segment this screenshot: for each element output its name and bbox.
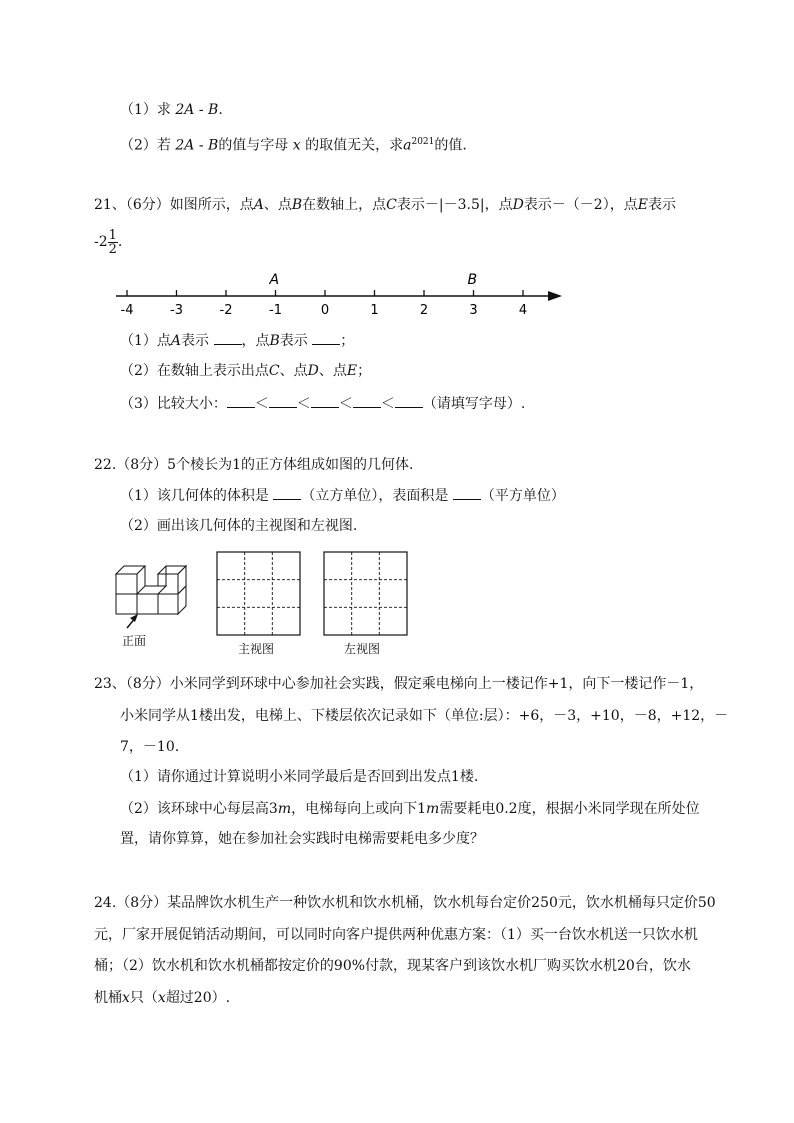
answer-blank[interactable] <box>273 485 301 500</box>
number-line-tick-label: 1 <box>370 303 379 318</box>
q20-part2: （2）若 2A - B的值与字母 x 的取值无关，求$a^{2021}$的值. <box>120 137 467 154</box>
answer-blank[interactable] <box>227 393 255 408</box>
q24-line4: 机桶x只（x超过20）. <box>94 990 231 1006</box>
answer-blank[interactable] <box>395 393 423 408</box>
left-view-label: 左视图 <box>344 642 381 656</box>
number-line-arrow-icon <box>548 291 562 301</box>
q24-line3: 桶；（2）饮水机和饮水机桶都按定价的90%付款，现某客户到该饮水机厂购买饮水机20台，饮水 <box>94 958 691 974</box>
q22-sub2: （2）画出该几何体的主视图和左视图. <box>120 518 358 534</box>
q21-stem: 21、（6分）如图所示，点A、点B在数轴上，点C表示－|－3.5|，点D表示－（－2），点E表示 <box>94 197 676 213</box>
answer-blank[interactable] <box>453 485 481 500</box>
number-line-tick-label: -2 <box>219 303 233 318</box>
q21-sub2: （2）在数轴上表示出点C、点D、点E； <box>120 363 372 379</box>
answer-blank[interactable] <box>269 393 297 408</box>
q23-sub2-cont: 置，请你算算，她在参加社会实践时电梯需要耗电多少度？ <box>120 831 484 847</box>
answer-blank[interactable] <box>312 330 340 345</box>
q24-line1: 24.（8分）某品牌饮水机生产一种饮水机和饮水机桶，饮水机每台定价250元，饮水机桶每只定价50 <box>94 895 716 911</box>
number-line-tick-label: -3 <box>170 303 183 318</box>
point-a-label: A <box>269 272 280 288</box>
q20-part1: （1）求 2A - B. <box>120 102 223 118</box>
number-line-tick-label: 4 <box>518 303 528 318</box>
q21-sub3: （3）比较大小： ＜ ＜ ＜ ＜ （请填写字母）. <box>120 393 525 414</box>
q23-stem-line2: 小米同学从1楼出发，电梯上、下楼层依次记录如下（单位:层）：+6，－3，+10，－8，+12，－ <box>120 708 729 724</box>
point-b-label: B <box>467 272 478 288</box>
front-arrow-icon <box>130 614 138 622</box>
answer-blank[interactable] <box>353 393 381 408</box>
number-line-tick-label: -4 <box>120 303 134 318</box>
left-view-grid[interactable] <box>323 551 409 637</box>
fraction-half: $\frac{1}{2}$ <box>108 227 117 257</box>
q22-stem: 22.（8分）5个棱长为1的正方体组成如图的几何体. <box>94 457 414 473</box>
main-view-grid[interactable] <box>216 551 302 637</box>
number-line-tick-label: 3 <box>469 303 478 318</box>
number-line-tick-label: 2 <box>419 303 429 318</box>
front-label: 正面 <box>122 634 147 648</box>
q23-sub1: （1）请你通过计算说明小米同学最后是否回到出发点1楼. <box>120 769 479 785</box>
q21-mixed-number: -2 $\frac{1}{2}$ . <box>94 227 123 257</box>
q24-line2: 元，厂家开展促销活动期间，可以同时向客户提供两种优惠方案：（1）买一台饮水机送一只饮水机 <box>94 927 698 943</box>
answer-blank[interactable] <box>214 330 242 345</box>
q23-stem-line1: 23、（8分）小米同学到环球中心参加社会实践，假定乘电梯向上一楼记作+1，向下一楼记作－1， <box>94 676 704 692</box>
q23-sub2: （2）该环球中心每层高3m，电梯每向上或向下1m需要耗电0.2度，根据小米同学现在所处位 <box>120 801 700 817</box>
q22-sub1: （1）该几何体的体积是 （立方单位），表面积是 （平方单位） <box>120 485 565 506</box>
main-view-label: 主视图 <box>238 642 275 656</box>
q21-sub1: （1）点A表示 ，点B表示 ； <box>120 330 354 351</box>
number-line <box>110 268 570 324</box>
number-line-tick-label: 0 <box>320 303 330 318</box>
q23-stem-line3: 7，－10. <box>120 739 180 755</box>
answer-blank[interactable] <box>311 393 339 408</box>
number-line-tick-label: -1 <box>269 303 282 318</box>
cube-solid-figure <box>110 560 190 632</box>
